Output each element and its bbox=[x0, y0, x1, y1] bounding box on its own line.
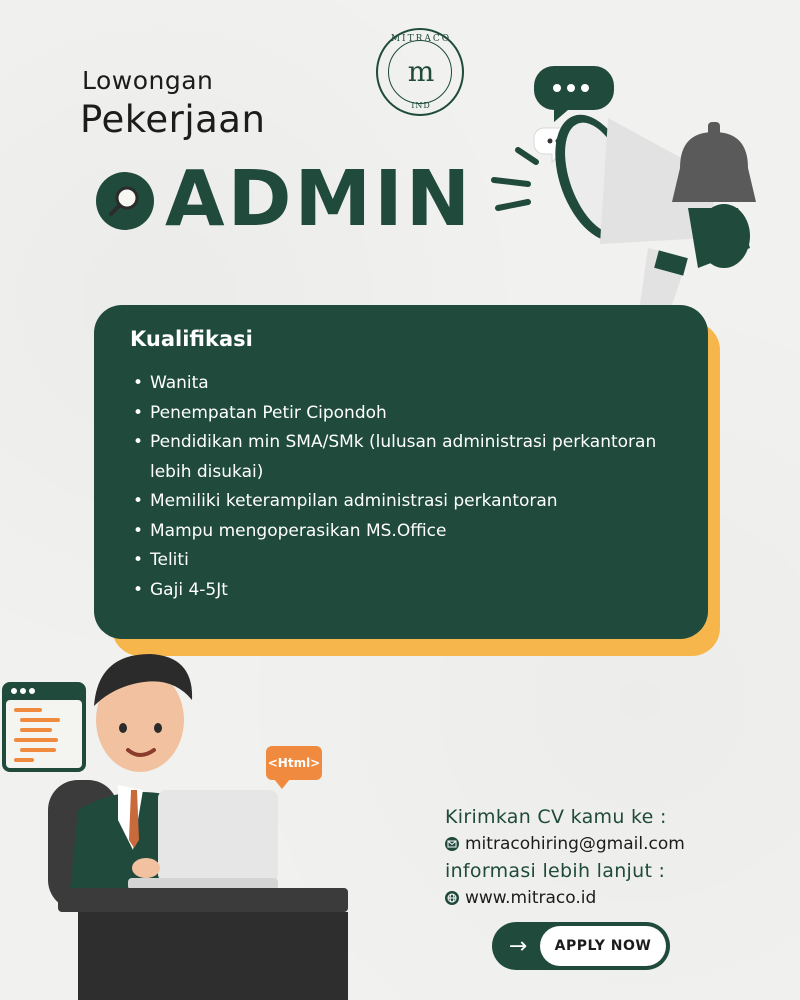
logo-top-text: MITRACO bbox=[390, 34, 452, 44]
globe-icon bbox=[445, 891, 459, 905]
bell-icon bbox=[672, 122, 756, 202]
qualifications-card bbox=[94, 305, 708, 639]
apply-now-label: APPLY NOW bbox=[540, 926, 666, 966]
send-cv-label: Kirimkan CV kamu ke : bbox=[445, 806, 667, 828]
list-item: • Teliti bbox=[130, 546, 672, 576]
person-at-desk-illustration bbox=[28, 650, 348, 1000]
company-logo bbox=[376, 28, 464, 116]
website-line bbox=[445, 888, 596, 908]
email-line bbox=[445, 834, 685, 854]
more-info-label: informasi lebih lanjut : bbox=[445, 860, 666, 882]
email-icon bbox=[445, 837, 459, 851]
position-title: ADMIN bbox=[165, 155, 474, 244]
list-item: • Gaji 4-5Jt bbox=[130, 576, 672, 606]
website-link[interactable]: www.mitraco.id bbox=[465, 888, 597, 908]
email-address[interactable]: mitracohiring@gmail.com bbox=[465, 834, 685, 854]
qualifications-title: Kualifikasi bbox=[130, 327, 253, 351]
list-item: • Penempatan Petir Cipondoh bbox=[130, 399, 672, 429]
html-badge: <Html> bbox=[266, 746, 322, 780]
list-item: • Wanita bbox=[130, 369, 672, 399]
logo-bottom-text: IND bbox=[411, 101, 431, 110]
list-item: • Mampu mengoperasikan MS.Office bbox=[130, 517, 672, 547]
heading-lowongan: Lowongan bbox=[82, 66, 214, 95]
megaphone-icon bbox=[488, 58, 758, 338]
list-item: • Pendidikan min SMA/SMk (lulusan administrasi perkantoran lebih disukai) bbox=[130, 428, 672, 487]
logo-inner-ring bbox=[388, 40, 452, 104]
list-item: • Memiliki keterampilan administrasi perkantoran bbox=[130, 487, 672, 517]
logo-letter: m bbox=[407, 55, 435, 88]
heading-pekerjaan: Pekerjaan bbox=[80, 98, 266, 141]
apply-now-button[interactable] bbox=[492, 922, 670, 970]
search-icon bbox=[96, 172, 154, 230]
qualifications-list bbox=[130, 369, 672, 605]
arrow-right-icon: → bbox=[508, 933, 528, 959]
